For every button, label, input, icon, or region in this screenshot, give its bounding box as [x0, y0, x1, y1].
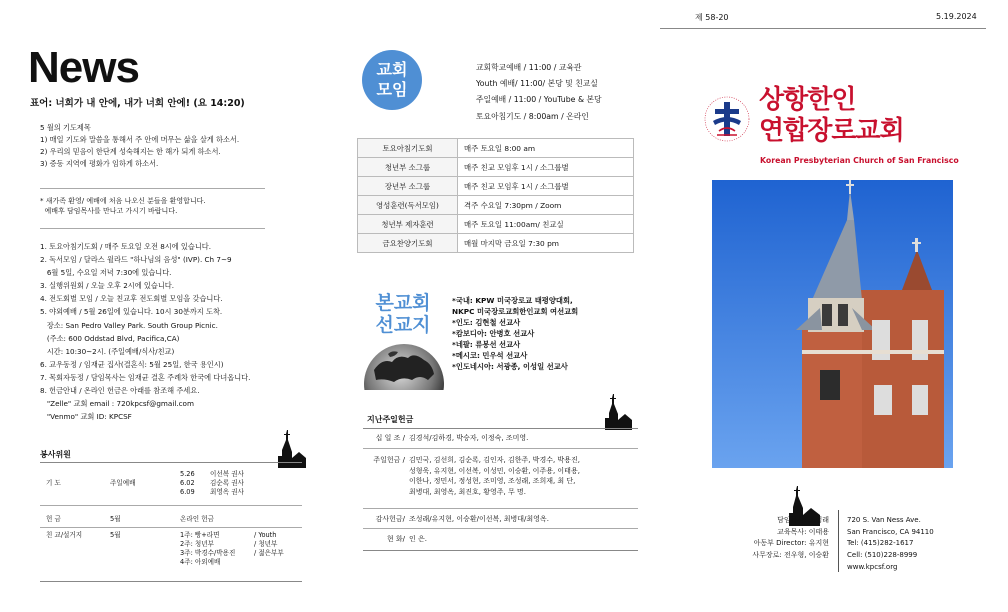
divider — [838, 510, 839, 572]
gathering-badge: 교회 모임 — [362, 50, 422, 110]
table-row: 영성훈련(독서모임) 격주 수요일 7:30pm / Zoom — [358, 196, 634, 215]
issue-date: 5.19.2024 — [936, 12, 977, 21]
website-link[interactable]: www.kpcsf.org — [847, 562, 898, 571]
news-title: News — [28, 43, 139, 92]
mission-item: NKPC 미국장로교회한인교회 여선교회 — [452, 307, 579, 316]
table-row: 청년부 제자훈련 매주 토요일 11:00am/ 친교실 — [358, 215, 634, 234]
table-row: 청년부 소그룹 매주 친교 모임후 1시 / 소그룹별 — [358, 158, 634, 177]
church-name-english: Korean Presbyterian Church of San Francisco — [760, 156, 959, 165]
mission-item: *메시코: 민우석 선교사 — [452, 351, 528, 360]
motto: 표어: 너희가 내 안에, 내가 너희 안에! (요 14:20) — [30, 98, 245, 109]
staff-item: 담임목사: 조성래 — [777, 516, 829, 524]
divider — [40, 581, 302, 582]
announcement-item: 8. 헌금안내 / 온라인 헌금은 아래를 참조해 주세요. — [40, 386, 200, 396]
address-line: San Francisco, CA 94110 — [847, 527, 934, 536]
prayer-topics — [40, 122, 239, 170]
announcement-item: 시간: 10:30~2시. (주일예배/식사/친교) — [40, 346, 175, 356]
church-silhouette-icon — [604, 394, 632, 430]
announcement-item: "Zelle" 교회 email : 720kpcsf@gmail.com — [40, 399, 194, 409]
announcement-item: "Venmo" 교회 ID: KPCSF — [40, 412, 132, 422]
staff-item: 사무장로: 전우형, 이승환 — [752, 551, 829, 560]
staff-item: 교육목사: 이태용 — [777, 527, 829, 536]
church-name-korean: 상항한인 연합장로교회 — [759, 85, 904, 146]
announcement-item: 1. 토요아침기도회 / 매주 토요일 오전 8시에 있습니다. — [40, 242, 211, 251]
mission-item: *인도: 김현철 선교사 — [452, 318, 521, 327]
divider — [363, 528, 638, 529]
divider — [40, 527, 302, 528]
announcement-item: 7. 목회자동정 / 담임목사는 임재균 결혼 주례차 한국에 다녀옵니다. — [40, 372, 251, 382]
divider — [40, 228, 265, 229]
meetings-table — [357, 138, 634, 253]
table-row: 금요찬양기도회 매월 마지막 금요일 7:30 pm — [358, 234, 634, 253]
divider — [40, 462, 302, 463]
globe-image — [362, 340, 446, 390]
phone: Tel: (415)282-1617 — [847, 539, 914, 548]
mission-item: *인도네시아: 서광종, 이성일 선교사 — [452, 362, 568, 371]
mission-item: *네팔: 류봉선 선교사 — [452, 340, 521, 349]
announcement-item: 6월 5일, 수요일 저녁 7:30에 있습니다. — [40, 268, 172, 278]
missions-title: 본교회 선교지 — [375, 292, 431, 336]
schedule-item: 주일예배 / 11:00 / YouTube & 본당 — [476, 95, 602, 105]
table-row: 토요아침기도회 매주 토요일 8:00 am — [358, 139, 634, 158]
divider — [40, 505, 302, 506]
staff-item: 아동부 Director: 유지현 — [753, 539, 829, 548]
table-row: 장년부 소그룹 매주 친교 모임후 1시 / 소그룹별 — [358, 177, 634, 196]
schedule-item: 교회학교예배 / 11:00 / 교육관 — [476, 63, 582, 72]
prayer-item: 2) 우리의 믿음이 한단계 성숙해지는 한 해가 되게 하소서. — [40, 147, 221, 156]
schedule-item: 토요아침기도 / 8:00am / 온라인 — [476, 111, 589, 121]
offerings-title: 지난주일헌금 — [367, 415, 414, 424]
announcement-item: 6. 교우동정 / 임재균 집사(결혼식: 5월 25일, 한국 용인시) — [40, 359, 224, 369]
pcusa-logo — [703, 95, 751, 145]
prayer-item: 3) 증동 지역에 평화가 임하게 하소서. — [40, 159, 159, 168]
church-address — [847, 515, 934, 574]
announcement-item: 5. 야외예배 / 5월 26일에 있습니다. 10시 30분까지 도착. — [40, 307, 223, 317]
announcement-item: 2. 독서모임 / 달라스 윌라드 "하나님의 음성" (IVP). Ch 7~9 — [40, 255, 232, 265]
welcome-note: * 새가족 환영/ 예배에 처음 나오신 분들을 환영합니다. 예배후 담임목사를 만나고 가시기 바랍니다. — [40, 197, 206, 215]
volunteers-title: 봉사위원 — [40, 450, 71, 459]
church-photo — [712, 180, 953, 468]
worship-schedule — [476, 60, 602, 125]
announcement-item: 4. 전도회별 모임 / 오늘 친교후 전도회별 모임을 갖습니다. — [40, 294, 223, 304]
announcement-item: (주소: 600 Oddstad Blvd, Pacifica,CA) — [40, 333, 180, 343]
missions-list — [452, 295, 578, 372]
header-rule — [660, 28, 986, 29]
schedule-item: Youth 예배/ 11:00/ 본당 및 친교실 — [476, 79, 598, 89]
divider — [40, 188, 265, 189]
prayer-title: 5 월의 기도제목 — [40, 123, 91, 132]
staff-list — [725, 515, 829, 562]
prayer-item: 1) 매일 기도와 말씀을 통해서 주 안에 머무는 삶을 살게 하소서. — [40, 135, 240, 144]
address-line: 720 S. Van Ness Ave. — [847, 516, 921, 524]
cell: Cell: (510)228-8999 — [847, 551, 918, 560]
mission-item: *국내: KPW 미국장로교 태평양대회, — [452, 296, 573, 305]
announcements — [40, 240, 250, 423]
divider — [363, 428, 638, 429]
mission-item: *캄보디아: 안병호 선교사 — [452, 329, 535, 338]
divider — [363, 550, 638, 551]
announcement-item: 3. 실행위원회 / 오늘 오후 2시에 있습니다. — [40, 281, 174, 291]
announcement-item: 장소: San Pedro Valley Park. South Group Picnic. — [40, 320, 218, 330]
issue-number: 제 58-20 — [695, 13, 729, 22]
divider — [363, 448, 638, 449]
divider — [363, 508, 638, 509]
